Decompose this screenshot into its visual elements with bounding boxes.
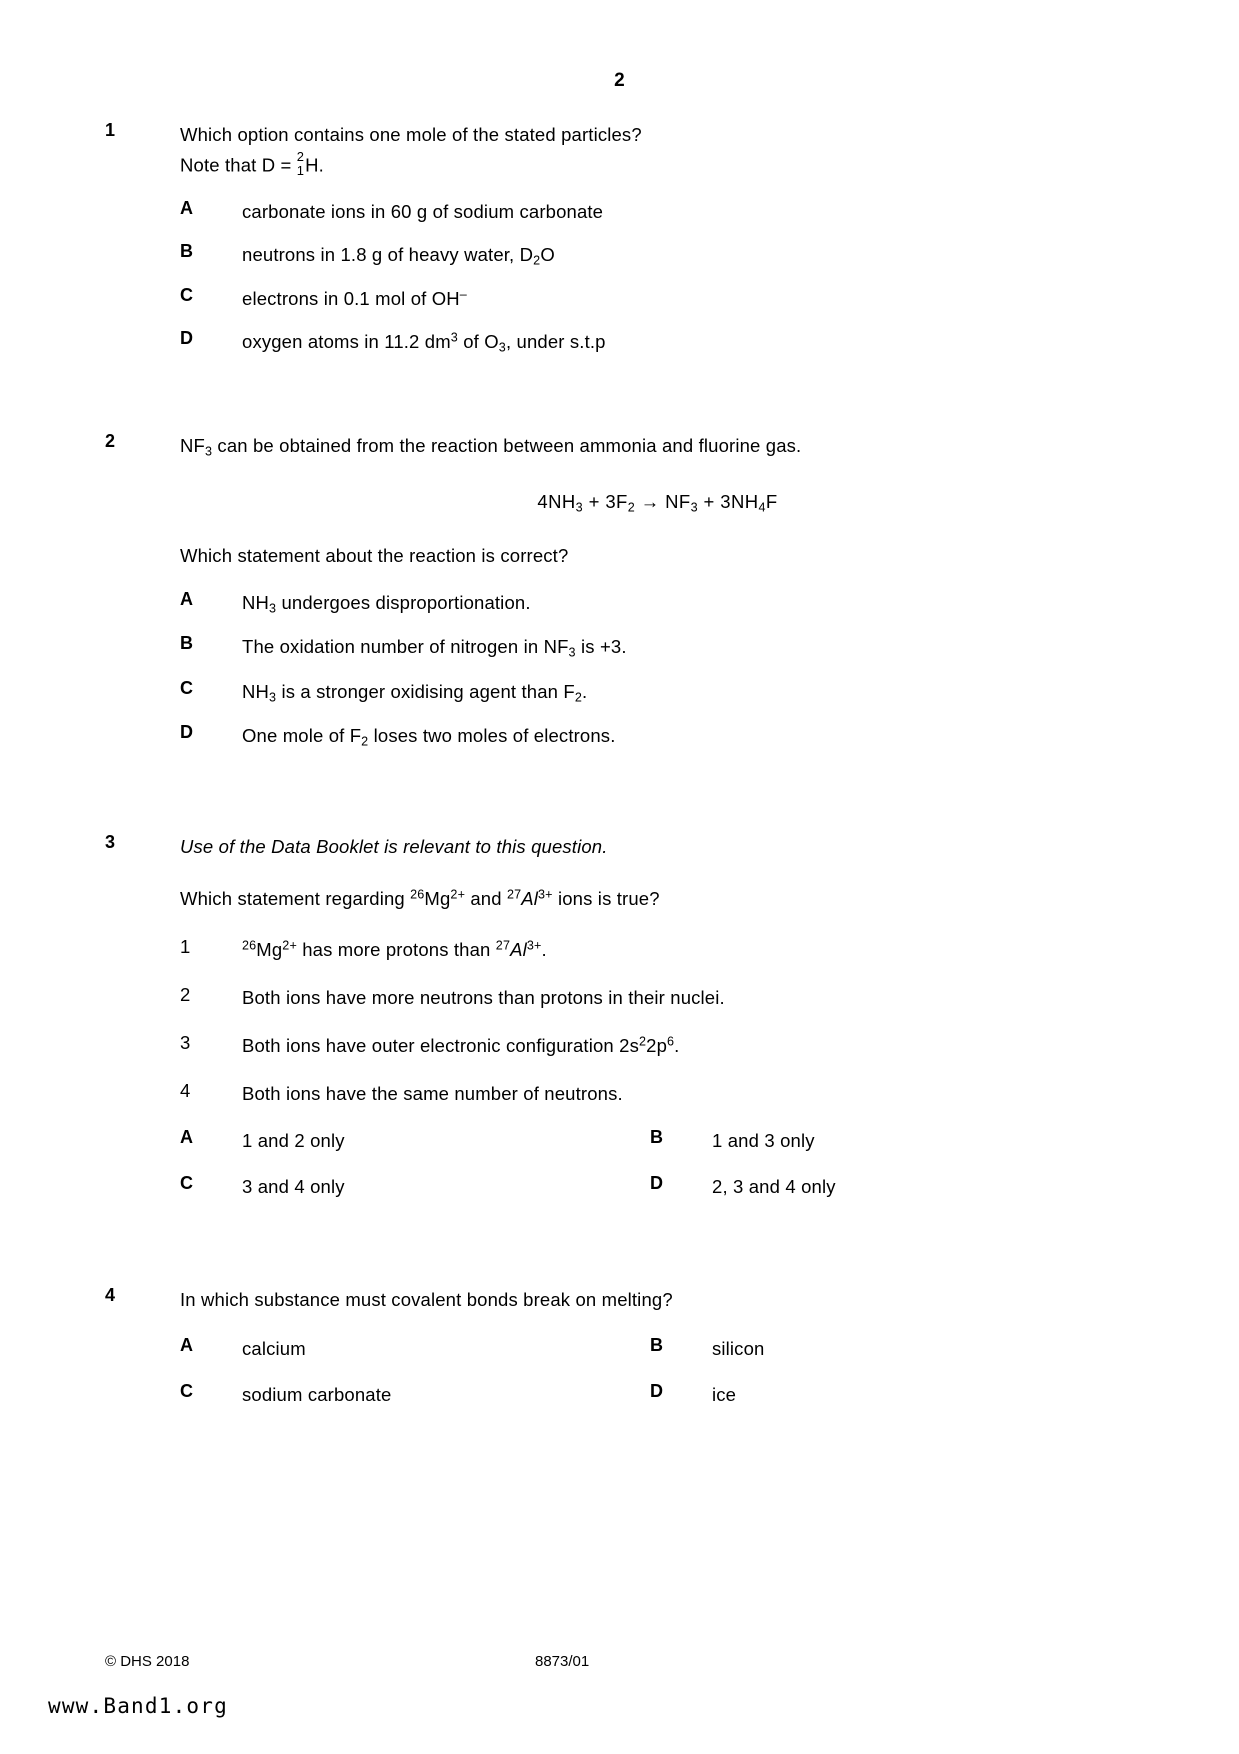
question-1 xyxy=(105,120,1135,358)
spacer xyxy=(105,373,1135,431)
superscript: 3 xyxy=(450,330,458,345)
statement-part: 2p xyxy=(646,1034,668,1056)
equation-part: F xyxy=(765,491,778,513)
option-text-part: is +3. xyxy=(575,636,627,658)
equation-part: 4NH xyxy=(537,491,576,513)
option-letter: D xyxy=(180,328,193,349)
option-row[interactable] xyxy=(180,1127,650,1155)
statement-text xyxy=(242,1080,623,1108)
question-2-stem xyxy=(180,431,1135,462)
question-3-number: 3 xyxy=(105,832,116,853)
spacer xyxy=(105,1219,1135,1285)
option-text xyxy=(242,241,555,270)
option-text-part: loses two moles of electrons. xyxy=(368,725,616,747)
question-4-options xyxy=(180,1335,1135,1409)
subscript: 3 xyxy=(269,601,277,616)
question-1-stem-line-1: Which option contains one mole of the stated particles? xyxy=(180,124,642,145)
spacer xyxy=(105,766,1135,832)
question-3 xyxy=(105,832,1135,1200)
option-row[interactable] xyxy=(180,1173,650,1201)
option-text-part: , under s.t.p xyxy=(505,331,606,353)
option-letter: A xyxy=(180,198,193,219)
superscript: 6 xyxy=(667,1034,675,1049)
option-text-part: One mole of F xyxy=(242,725,362,747)
option-row[interactable] xyxy=(180,285,1135,313)
option-text-part: NH xyxy=(242,591,270,613)
question-2-options xyxy=(180,589,1135,752)
option-text-part: is a stronger oxidising agent than F xyxy=(276,680,575,702)
question-2-number: 2 xyxy=(105,430,116,451)
statement-row xyxy=(180,1032,1135,1060)
option-letter: C xyxy=(180,285,193,306)
superscript: 26 xyxy=(242,939,257,954)
question-2-prompt: Which statement about the reaction is correct? xyxy=(180,544,569,566)
option-row[interactable] xyxy=(650,1381,736,1409)
question-2 xyxy=(105,431,1135,752)
equation-part: NF xyxy=(665,491,691,513)
statement-text xyxy=(242,984,725,1012)
prompt-part: ions is true? xyxy=(552,888,660,910)
subscript: 3 xyxy=(498,340,506,355)
option-text: 1 and 2 only xyxy=(242,1130,345,1152)
option-row[interactable] xyxy=(180,722,1135,751)
prompt-part: Mg xyxy=(424,888,451,910)
option-text: sodium carbonate xyxy=(242,1383,392,1405)
superscript: 2+ xyxy=(450,888,466,903)
reaction-arrow: → xyxy=(635,491,666,513)
subscript: 3 xyxy=(269,690,277,705)
question-3-prompt xyxy=(180,884,1135,914)
statement-part: . xyxy=(541,939,547,961)
superscript: 26 xyxy=(410,888,425,903)
superscript: 27 xyxy=(495,939,511,954)
question-1-stem-line-2 xyxy=(180,150,1135,180)
subscript: 2 xyxy=(627,500,636,515)
superscript: 2 xyxy=(638,1034,647,1049)
option-row[interactable] xyxy=(180,198,1135,226)
option-text-part: carbonate ions in 60 g of sodium carbonate xyxy=(242,201,604,223)
data-booklet-note: Use of the Data Booklet is relevant to this question. xyxy=(180,836,608,858)
option-row[interactable] xyxy=(180,678,1135,707)
subscript: 3 xyxy=(575,500,584,515)
superscript: 3+ xyxy=(526,939,542,954)
question-3-statements xyxy=(180,936,1135,1107)
statement-row xyxy=(180,1080,1135,1108)
option-text-part: electrons in 0.1 mol of OH xyxy=(242,288,460,310)
option-grid-row xyxy=(180,1381,1135,1409)
prompt-part: Which statement regarding xyxy=(180,888,411,910)
option-text-part: oxygen atoms in 11.2 dm xyxy=(242,331,451,353)
question-4 xyxy=(105,1285,1135,1408)
subscript: 3 xyxy=(568,645,576,660)
option-row[interactable] xyxy=(180,589,1135,618)
page-number: 2 xyxy=(614,70,625,91)
option-row[interactable] xyxy=(180,1381,650,1409)
subscript: 2 xyxy=(361,734,369,749)
option-text-part: undergoes disproportionation. xyxy=(276,591,531,613)
deuterium-mass-number: 2 xyxy=(296,148,305,164)
equation-part: + 3NH xyxy=(697,491,759,513)
option-row[interactable] xyxy=(180,328,1135,357)
option-letter: B xyxy=(650,1127,663,1148)
option-text xyxy=(242,722,616,751)
option-text: 1 and 3 only xyxy=(712,1130,815,1152)
option-letter: D xyxy=(650,1380,663,1401)
subscript: 4 xyxy=(758,500,766,515)
statement-part: Mg xyxy=(256,939,283,961)
statement-part: Both ions have more neutrons than protons in their nuclei. xyxy=(242,987,725,1009)
chemical-equation xyxy=(180,491,1135,515)
superscript: 2+ xyxy=(282,939,297,954)
option-row[interactable] xyxy=(180,633,1135,662)
statement-number: 2 xyxy=(180,984,191,1006)
option-letter: B xyxy=(180,241,193,262)
question-1-note-suffix: H. xyxy=(305,154,324,176)
option-letter: D xyxy=(650,1173,663,1194)
option-text: ice xyxy=(712,1383,737,1405)
stem-part: NF xyxy=(180,434,205,456)
option-row[interactable] xyxy=(650,1173,836,1201)
option-letter: A xyxy=(180,1127,193,1148)
option-text xyxy=(242,328,606,357)
option-letter: C xyxy=(180,677,193,698)
option-text-part: of O xyxy=(457,331,499,353)
statement-number: 1 xyxy=(180,936,191,958)
question-4-stem: In which substance must covalent bonds break on melting? xyxy=(180,1288,673,1310)
option-grid-row xyxy=(180,1173,1135,1201)
option-text: calcium xyxy=(242,1337,306,1359)
footer-copyright: © DHS 2018 xyxy=(105,1653,190,1670)
option-letter: C xyxy=(180,1173,193,1194)
option-text xyxy=(242,285,467,313)
statement-text xyxy=(242,1032,679,1060)
prompt-part: and xyxy=(465,888,507,910)
question-1-number: 1 xyxy=(105,120,116,140)
statement-part: Both ions have outer electronic configuration 2s xyxy=(242,1034,639,1056)
option-text-part: neutrons in 1.8 g of heavy water, D xyxy=(242,244,534,266)
option-grid-row xyxy=(180,1127,1135,1155)
subscript: 3 xyxy=(204,444,213,459)
stem-part: can be obtained from the reaction between ammonia and fluorine gas. xyxy=(212,434,802,456)
statement-text xyxy=(242,936,547,964)
subscript: 2 xyxy=(574,690,582,705)
prompt-part: Al xyxy=(521,888,539,910)
option-text xyxy=(242,678,587,707)
option-text-part: NH xyxy=(242,680,270,702)
option-letter: A xyxy=(180,1334,193,1355)
question-3-options xyxy=(180,1127,1135,1201)
deuterium-atomic-number: 1 xyxy=(296,162,305,178)
deuterium-fraction xyxy=(297,150,304,177)
site-watermark: www.Band1.org xyxy=(48,1694,228,1718)
statement-part: Both ions have the same number of neutrons. xyxy=(242,1082,623,1104)
superscript: 27 xyxy=(506,888,522,903)
option-text: 2, 3 and 4 only xyxy=(712,1176,836,1198)
question-4-number: 4 xyxy=(105,1284,116,1305)
statement-number: 3 xyxy=(180,1031,191,1053)
statement-row xyxy=(180,984,1135,1012)
option-row[interactable] xyxy=(180,1335,650,1363)
option-letter: D xyxy=(180,722,193,743)
option-text xyxy=(242,633,627,662)
statement-row xyxy=(180,936,1135,964)
option-text-part: The oxidation number of nitrogen in NF xyxy=(242,636,569,658)
statement-part: has more protons than xyxy=(296,939,496,961)
question-1-note-prefix: Note that D = xyxy=(180,154,297,176)
option-letter: B xyxy=(180,633,193,654)
option-grid-row xyxy=(180,1335,1135,1363)
option-letter: B xyxy=(650,1334,663,1355)
option-text: 3 and 4 only xyxy=(242,1176,345,1198)
statement-part: Al xyxy=(510,939,527,961)
statement-part: . xyxy=(674,1034,680,1056)
option-text-part: . xyxy=(581,680,588,702)
question-1-options xyxy=(180,198,1135,357)
superscript: – xyxy=(459,288,467,303)
option-text-part: O xyxy=(540,244,555,266)
equation-part: + 3F xyxy=(583,491,628,513)
subscript: 2 xyxy=(533,253,541,268)
statement-number: 4 xyxy=(180,1079,191,1101)
option-row[interactable] xyxy=(650,1335,764,1363)
option-letter: C xyxy=(180,1380,193,1401)
page-footer xyxy=(105,1653,1134,1670)
option-letter: A xyxy=(180,588,193,609)
superscript: 3+ xyxy=(538,888,553,903)
page-content xyxy=(105,120,1135,1426)
subscript: 3 xyxy=(690,500,698,515)
option-row[interactable] xyxy=(180,241,1135,270)
footer-paper-code: 8873/01 xyxy=(535,1653,590,1670)
option-row[interactable] xyxy=(650,1127,815,1155)
option-text xyxy=(242,198,603,226)
option-text xyxy=(242,589,531,618)
option-text: silicon xyxy=(712,1337,765,1359)
